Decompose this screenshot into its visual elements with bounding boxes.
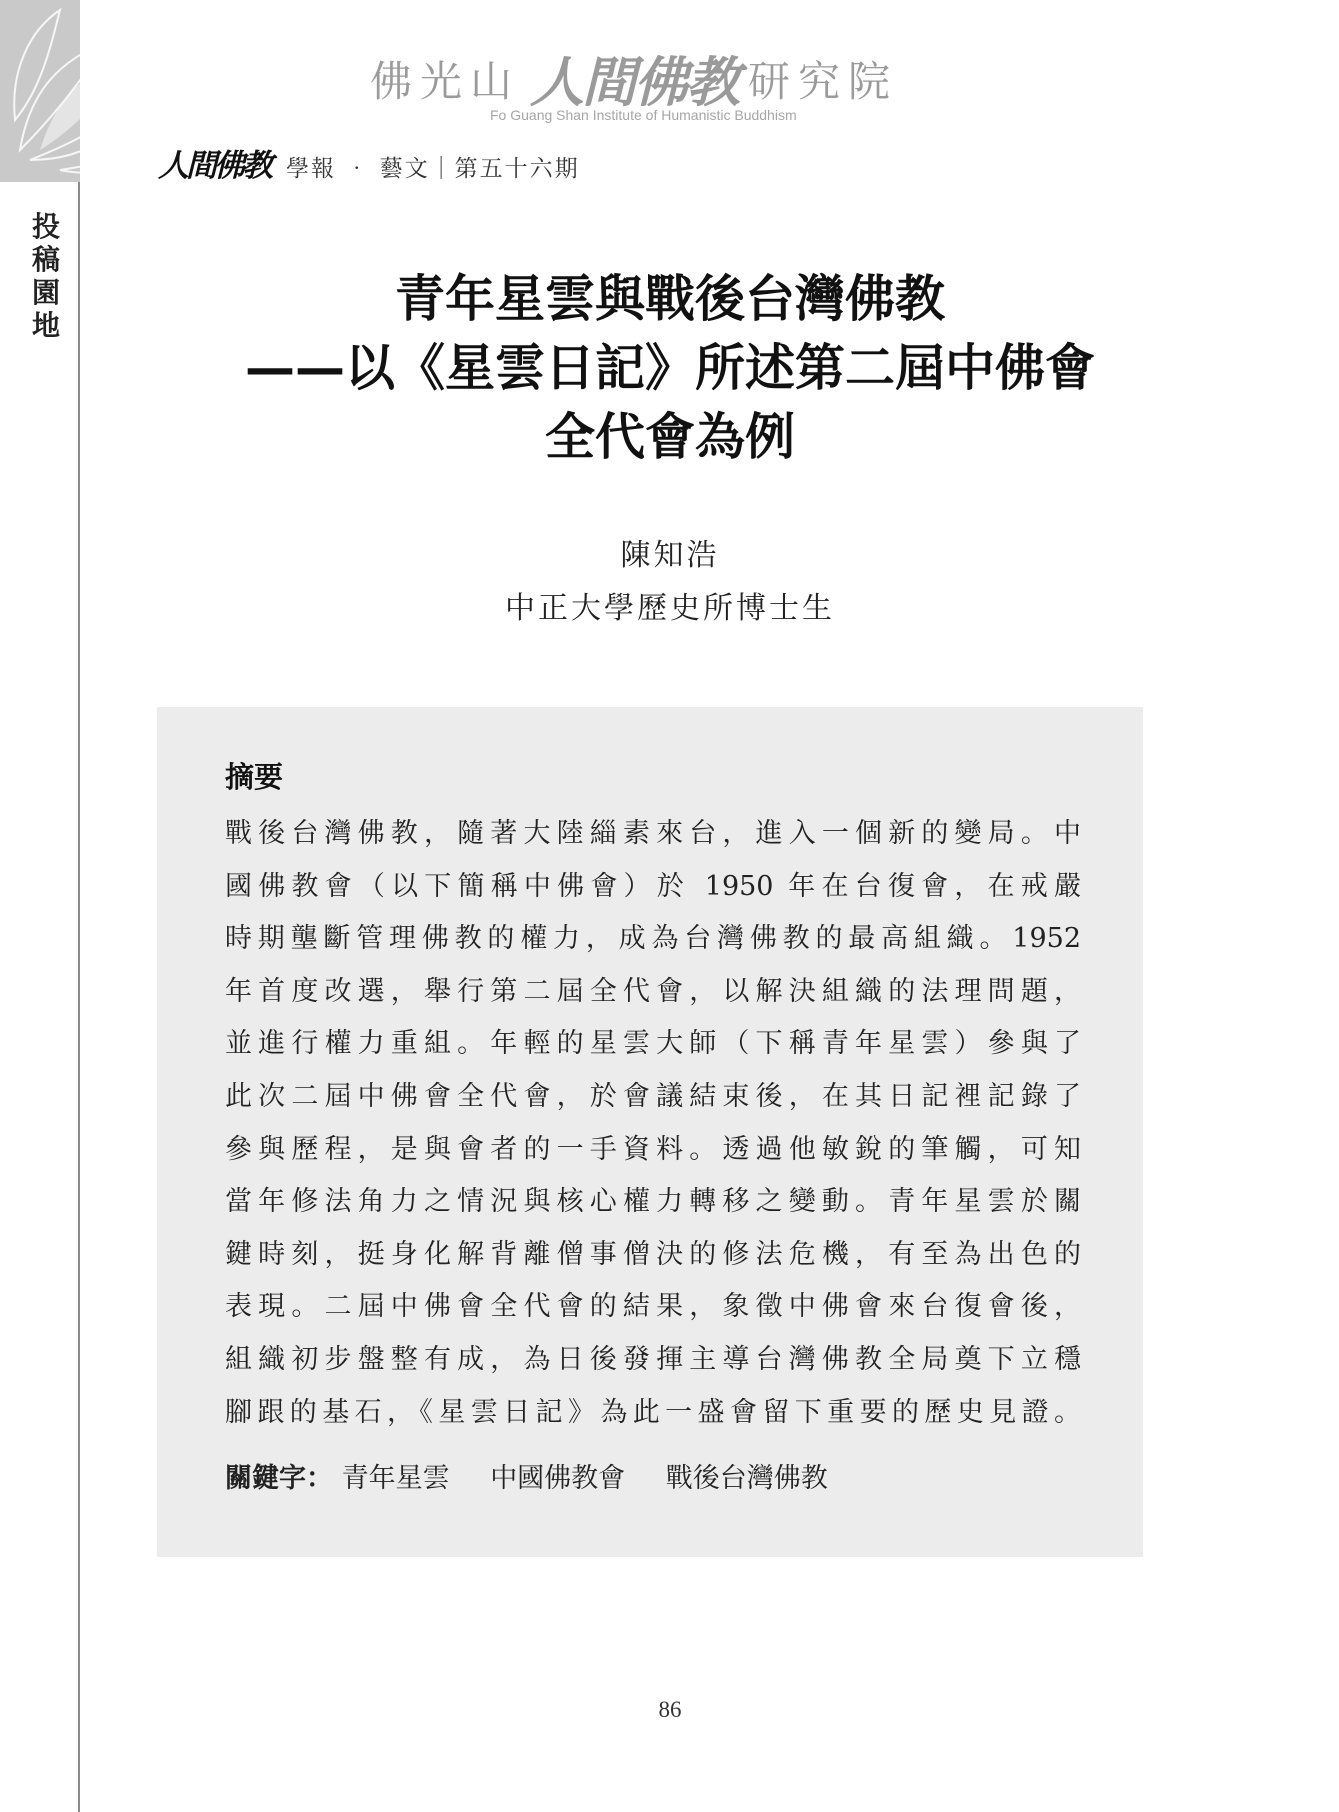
author-affiliation: 中正大學歷史所博士生 [505,591,835,626]
institute-name-brush: 人間佛教 [530,50,739,114]
page-number: 86 [658,1697,682,1722]
journal-logo: 人間佛教 [158,148,270,184]
keywords-label: 關鍵字： [225,1463,333,1494]
corner-decoration [0,0,80,182]
margin-rule [78,182,80,1812]
abstract-line: 表現。二屆中佛會全代會的結果，象徵中佛會來台復會後， [225,1291,1081,1323]
abstract-line: 時期壟斷管理佛教的權力，成為台灣佛教的最高組織。1952 [225,923,1081,955]
abstract-line: 此次二屆中佛會全代會，於會議結束後，在其日記裡記錄了 [225,1080,1081,1112]
abstract-line: 戰後台灣佛教，隨著大陸緇素來台，進入一個新的變局。中 [225,818,1081,849]
section-tab [26,210,66,342]
abstract-line: 國佛教會（以下簡稱中佛會）於 1950 年在台復會，在戒嚴 [225,870,1081,902]
author-name: 陳知浩 [620,538,720,573]
keyword: 戰後台灣佛教 [665,1463,828,1494]
keyword: 青年星雲 [341,1463,450,1494]
abstract-line: 當年修法角力之情況與核心權力轉移之變動。青年星雲於關 [225,1186,1081,1218]
section-tab-char: 園 [31,276,60,309]
keywords [225,1456,860,1495]
journal-issue: 學報 ‧ 藝文｜第五十六期 [286,156,580,182]
section-tab-char: 投 [31,210,60,243]
institute-name-part2: 研究院 [748,56,899,106]
abstract-line: 年首度改選，舉行第二屆全代會，以解決組織的法理問題， [225,975,1081,1007]
abstract-line: 組織初步盤整有成，為日後發揮主導台灣佛教全局奠下立穩 [225,1343,1081,1375]
abstract-line: 並進行權力重組。年輕的星雲大師（下稱青年星雲）參與了 [225,1028,1081,1060]
abstract-body [225,808,1081,1439]
title-line: 全代會為例 [545,408,795,466]
title-line: ——以《星雲日記》所述第二屆中佛會 [245,339,1095,397]
institute-name-part1: 佛光山 [370,56,521,106]
article-title [160,265,1180,472]
journal-running-head [158,140,580,185]
institute-name-en: Fo Guang Shan Institute of Humanistic Buddhism [490,107,797,123]
abstract-line: 鍵時刻，挺身化解背離僧事僧決的修法危機，有至為出色的 [225,1238,1081,1270]
abstract-heading: 摘要 [225,760,284,794]
section-tab-char: 地 [31,309,60,342]
section-tab-char: 稿 [31,243,60,276]
keyword: 中國佛教會 [490,1463,626,1494]
title-line: 青年星雲與戰後台灣佛教 [395,270,945,328]
lotus-flower-icon [0,0,170,182]
abstract-line: 參與歷程，是與會者的一手資料。透過他敏銳的筆觸，可知 [225,1133,1081,1165]
abstract-line: 腳跟的基石，《星雲日記》為此一盛會留下重要的歷史見證。 [225,1396,1081,1428]
institute-name-cn [370,40,970,117]
